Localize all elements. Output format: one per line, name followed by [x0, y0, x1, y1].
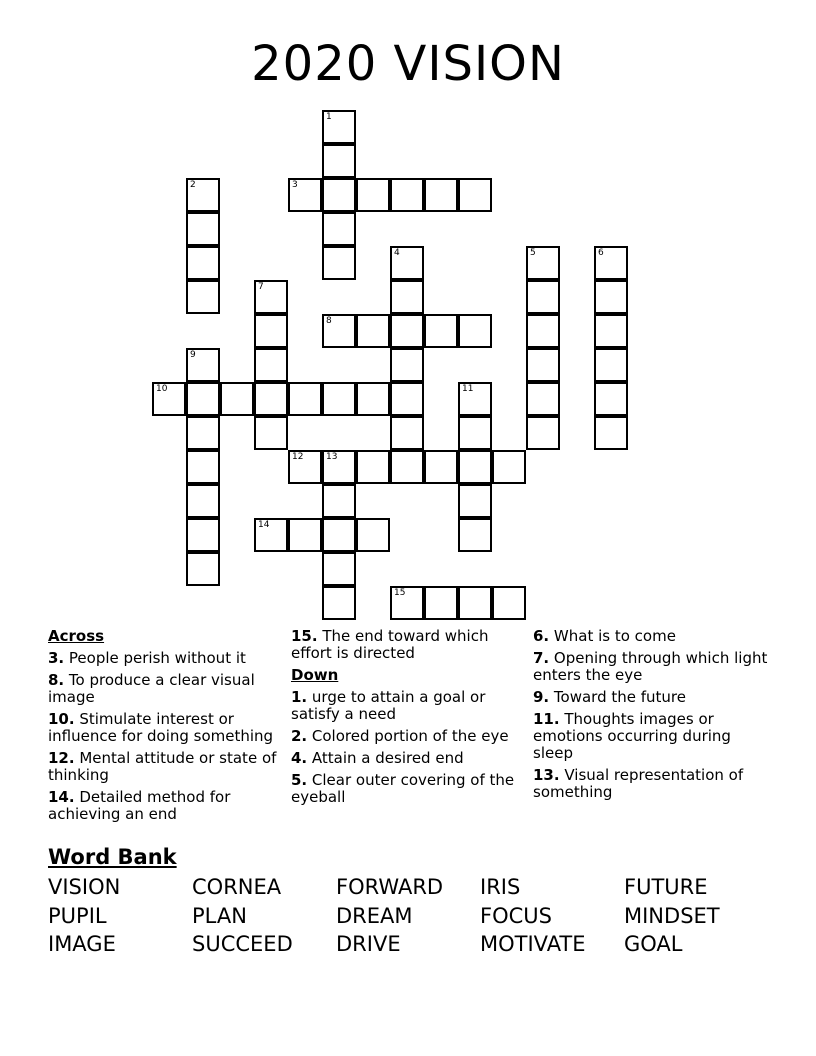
crossword-cell[interactable]	[356, 518, 390, 552]
clue-text: To produce a clear visual image	[48, 671, 255, 706]
word-bank-word: CORNEA	[192, 875, 282, 899]
clue	[48, 789, 284, 823]
crossword-cell[interactable]	[458, 518, 492, 552]
crossword-cell[interactable]	[390, 382, 424, 416]
crossword-cell[interactable]	[152, 382, 186, 416]
word-bank-word: GOAL	[624, 932, 683, 956]
clue	[48, 750, 284, 784]
crossword-cell[interactable]	[390, 416, 424, 450]
crossword-cell[interactable]	[288, 518, 322, 552]
crossword-cell[interactable]	[492, 450, 526, 484]
word-bank-word: MINDSET	[624, 903, 720, 928]
clue-number: 13	[326, 452, 338, 462]
crossword-cell[interactable]	[424, 586, 458, 620]
clue-number: 3.	[48, 649, 65, 667]
crossword-cell[interactable]	[322, 586, 356, 620]
crossword-cell[interactable]	[254, 348, 288, 382]
clue	[48, 711, 284, 745]
crossword-cell[interactable]	[458, 178, 492, 212]
crossword-cell[interactable]	[526, 348, 560, 382]
crossword-cell[interactable]	[492, 586, 526, 620]
crossword-cell[interactable]	[390, 246, 424, 280]
clue-number: 7.	[533, 649, 550, 667]
clue-number: 7	[258, 282, 264, 292]
clue-number: 9	[190, 350, 196, 360]
crossword-cell[interactable]	[186, 382, 220, 416]
crossword-cell[interactable]	[186, 518, 220, 552]
clue	[291, 728, 523, 745]
crossword-cell[interactable]	[322, 314, 356, 348]
crossword-cell[interactable]	[458, 450, 492, 484]
crossword-cell[interactable]	[186, 246, 220, 280]
clue-number: 6.	[533, 627, 550, 645]
clue	[48, 650, 284, 667]
crossword-cell[interactable]	[356, 178, 390, 212]
crossword-cell[interactable]	[424, 450, 458, 484]
clue-number: 15.	[291, 627, 318, 645]
clue-number: 3	[292, 180, 298, 190]
word-bank-word: PUPIL	[48, 903, 107, 928]
clue-number: 14.	[48, 788, 75, 806]
word-bank-word: MOTIVATE	[480, 932, 586, 956]
crossword-cell[interactable]	[424, 178, 458, 212]
crossword-cell[interactable]	[322, 110, 356, 144]
clue-number: 13.	[533, 766, 560, 784]
word-bank-word: VISION	[48, 875, 121, 899]
clue-text: The end toward which effort is directed	[291, 627, 489, 662]
clue-text: Colored portion of the eye	[307, 727, 509, 745]
clue-number: 15	[394, 588, 406, 598]
word-bank-word: DREAM	[336, 903, 413, 928]
clue-number: 1	[326, 112, 332, 122]
clue-number: 5	[530, 248, 536, 258]
clues-column-1	[48, 628, 284, 828]
crossword-cell[interactable]	[322, 178, 356, 212]
crossword-cell[interactable]	[254, 280, 288, 314]
crossword-cell[interactable]	[594, 246, 628, 280]
clue	[533, 711, 773, 762]
clues-column-2	[291, 628, 523, 811]
crossword-cell[interactable]	[288, 450, 322, 484]
page-title: 2020 VISION	[251, 36, 565, 92]
crossword-cell[interactable]	[322, 382, 356, 416]
clue-number: 11	[462, 384, 474, 394]
clue-number: 9.	[533, 688, 550, 706]
crossword-cell[interactable]	[526, 416, 560, 450]
clue-section-heading: Down	[291, 666, 339, 684]
word-bank-word: FORWARD	[336, 875, 444, 899]
crossword-cell[interactable]	[594, 280, 628, 314]
clue	[291, 772, 523, 806]
crossword-cell[interactable]	[356, 314, 390, 348]
word-bank-word: FUTURE	[624, 875, 708, 899]
clue	[291, 689, 523, 723]
clue-number: 10	[156, 384, 168, 394]
clue	[533, 650, 773, 684]
crossword-cell[interactable]	[458, 314, 492, 348]
clue-text: Opening through which light enters the eye	[533, 649, 768, 684]
crossword-cell[interactable]	[390, 348, 424, 382]
clue	[48, 672, 284, 706]
crossword-cell[interactable]	[254, 416, 288, 450]
crossword-cell[interactable]	[322, 518, 356, 552]
crossword-cell[interactable]	[526, 382, 560, 416]
crossword-cell[interactable]	[186, 416, 220, 450]
crossword-cell[interactable]	[458, 416, 492, 450]
crossword-cell[interactable]	[458, 382, 492, 416]
crossword-cell[interactable]	[322, 450, 356, 484]
crossword-cell[interactable]	[288, 178, 322, 212]
clue-number: 12.	[48, 749, 75, 767]
clue-number: 5.	[291, 771, 308, 789]
clue-text: What is to come	[549, 627, 676, 645]
crossword-cell[interactable]	[254, 518, 288, 552]
clue-number: 10.	[48, 710, 75, 728]
crossword-cell[interactable]	[526, 314, 560, 348]
crossword-cell[interactable]	[526, 246, 560, 280]
word-bank-word: PLAN	[192, 903, 247, 928]
crossword-cell[interactable]	[390, 450, 424, 484]
clue-text: People perish without it	[64, 649, 246, 667]
crossword-cell[interactable]	[594, 382, 628, 416]
crossword-cell[interactable]	[186, 484, 220, 518]
crossword-cell[interactable]	[390, 586, 424, 620]
crossword-cell[interactable]	[390, 280, 424, 314]
word-bank-word: DRIVE	[336, 932, 401, 956]
clue-number: 11.	[533, 710, 560, 728]
clue-text: Attain a desired end	[307, 749, 464, 767]
clue-number: 8.	[48, 671, 65, 689]
clue-section-heading: Across	[48, 627, 105, 645]
crossword-cell[interactable]	[356, 450, 390, 484]
clue-number: 14	[258, 520, 270, 530]
word-bank-title: Word Bank	[48, 845, 177, 869]
clue-number: 2.	[291, 727, 308, 745]
clue-number: 12	[292, 452, 304, 462]
crossword-cell[interactable]	[322, 484, 356, 518]
crossword-cell[interactable]	[458, 484, 492, 518]
clue	[533, 767, 773, 801]
clue-number: 6	[598, 248, 604, 258]
word-bank-word: FOCUS	[480, 903, 552, 928]
clue-text: Clear outer covering of the eyeball	[291, 771, 515, 806]
crossword-cell[interactable]	[322, 246, 356, 280]
crossword-cell[interactable]	[288, 382, 322, 416]
word-bank-word: IMAGE	[48, 932, 116, 956]
crossword-cell[interactable]	[594, 348, 628, 382]
clue-text: Visual representation of something	[533, 766, 744, 801]
clue-number: 4	[394, 248, 400, 258]
clue	[291, 750, 523, 767]
crossword-cell[interactable]	[322, 212, 356, 246]
clue-number: 1.	[291, 688, 308, 706]
crossword-cell[interactable]	[424, 314, 458, 348]
clue-text: Detailed method for achieving an end	[48, 788, 231, 823]
crossword-cell[interactable]	[186, 178, 220, 212]
crossword-cell[interactable]	[322, 144, 356, 178]
clue-text: Toward the future	[549, 688, 686, 706]
crossword-cell[interactable]	[220, 382, 254, 416]
clue	[533, 689, 773, 706]
crossword-cell[interactable]	[254, 382, 288, 416]
crossword-cell[interactable]	[322, 552, 356, 586]
clue-number: 8	[326, 316, 332, 326]
crossword-cell[interactable]	[186, 552, 220, 586]
word-bank-word: SUCCEED	[192, 932, 293, 956]
crossword-cell[interactable]	[186, 348, 220, 382]
crossword-cell[interactable]	[186, 280, 220, 314]
crossword-cell[interactable]	[186, 450, 220, 484]
crossword-cell[interactable]	[254, 314, 288, 348]
crossword-cell[interactable]	[458, 586, 492, 620]
crossword-cell[interactable]	[594, 314, 628, 348]
clue	[533, 628, 773, 645]
crossword-cell[interactable]	[186, 212, 220, 246]
clue-number: 4.	[291, 749, 308, 767]
word-bank-word: IRIS	[480, 875, 521, 899]
clues-column-3	[533, 628, 773, 806]
clue-text: Stimulate interest or influence for doing something	[48, 710, 274, 745]
clue	[291, 628, 523, 662]
crossword-cell[interactable]	[390, 178, 424, 212]
crossword-cell[interactable]	[594, 416, 628, 450]
crossword-cell[interactable]	[356, 382, 390, 416]
clue-text: Thoughts images or emotions occurring during sleep	[533, 710, 731, 762]
clue-number: 2	[190, 180, 196, 190]
clue-text: Mental attitude or state of thinking	[48, 749, 277, 784]
crossword-cell[interactable]	[390, 314, 424, 348]
clue-text: urge to attain a goal or satisfy a need	[291, 688, 486, 723]
crossword-cell[interactable]	[526, 280, 560, 314]
